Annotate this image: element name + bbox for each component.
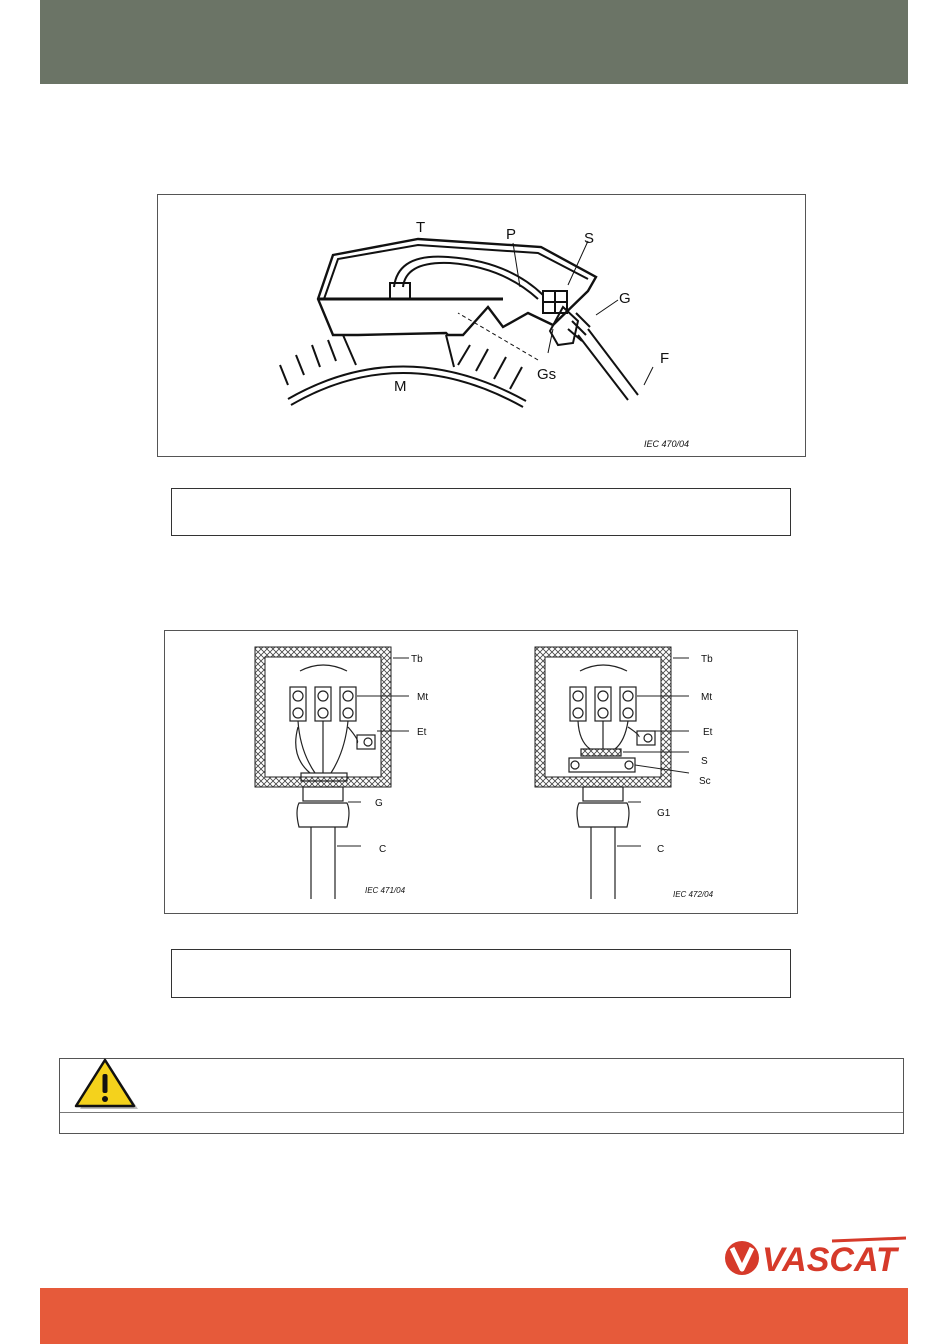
figure-1-caption-box [171, 488, 791, 536]
label-S: S [584, 230, 595, 247]
warning-box [59, 1058, 904, 1134]
right-label-S: S [701, 756, 708, 767]
figure-2-caption-box [171, 949, 791, 998]
footer-band [40, 1288, 908, 1344]
right-label-Mt: Mt [701, 692, 713, 703]
left-label-G: G [375, 798, 383, 809]
left-figure-reference: IEC 471/04 [365, 886, 406, 895]
right-label-C: C [657, 844, 665, 855]
left-label-Tb: Tb [411, 654, 423, 665]
left-label-Et: Et [417, 727, 427, 738]
right-figure-reference: IEC 472/04 [673, 890, 714, 899]
left-label-Mt: Mt [417, 692, 429, 703]
label-M: M [394, 378, 407, 395]
label-F: F [660, 350, 670, 367]
right-label-Tb: Tb [701, 654, 713, 665]
vascat-logo [722, 1235, 910, 1281]
figure-1-drawing [158, 195, 805, 456]
right-label-Sc: Sc [699, 776, 711, 787]
label-T: T [416, 219, 426, 236]
header-band [40, 0, 908, 84]
label-P: P [506, 226, 517, 243]
figure-motor-terminal-box [157, 194, 806, 457]
label-Gs: Gs [537, 366, 557, 383]
warning-triangle-icon [68, 1057, 142, 1113]
warning-divider [60, 1112, 903, 1113]
figure-cable-entry [164, 630, 798, 914]
figure-1-reference: IEC 470/04 [644, 439, 690, 449]
right-label-G1: G1 [657, 808, 671, 819]
right-label-Et: Et [703, 727, 713, 738]
left-label-C: C [379, 844, 387, 855]
logo-text: VASCAT [762, 1241, 897, 1279]
figure-2-drawing [165, 631, 797, 913]
label-G: G [619, 290, 631, 307]
